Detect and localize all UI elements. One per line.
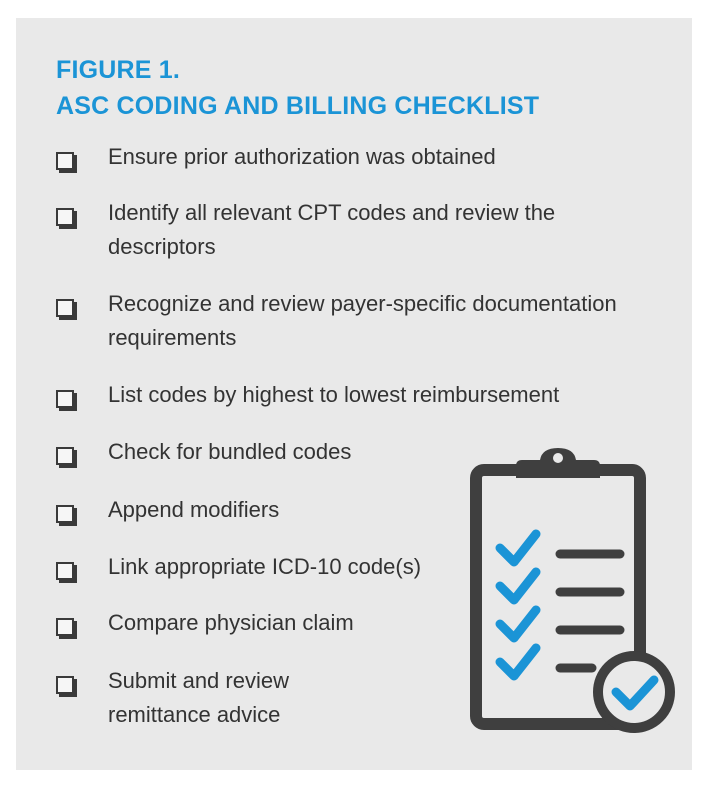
checklist-item-text: Check for bundled codes [108,439,352,464]
checkbox-icon [56,562,74,580]
checklist-item-text: Identify all relevant CPT codes and review the descriptors [108,200,556,259]
checkbox-icon [56,618,74,636]
checklist-item-text: Ensure prior authorization was obtained [108,144,496,169]
figure-label: FIGURE 1. [56,56,181,84]
clipboard-checklist-icon [470,448,680,738]
figure-title: ASC CODING AND BILLING CHECKLIST [56,92,540,120]
checklist-card [16,18,692,770]
checklist-item-text: Link appropriate ICD-10 code(s) [108,554,422,579]
checkbox-icon [56,390,74,408]
checkbox-icon [56,208,74,226]
checkbox-icon [56,676,74,694]
checkbox-icon [56,299,74,317]
checklist-item-text: Append modifiers [108,497,280,522]
checklist-item-text: List codes by highest to lowest reimbursement [108,382,560,407]
checklist-item-text: Compare physician claim [108,610,354,635]
checkbox-icon [56,152,74,170]
checklist-item-text: Submit and review remittance advice [108,668,289,727]
checkbox-icon [56,505,74,523]
checkbox-icon [56,447,74,465]
checklist-item-text: Recognize and review payer-specific documentation requirements [108,291,617,350]
